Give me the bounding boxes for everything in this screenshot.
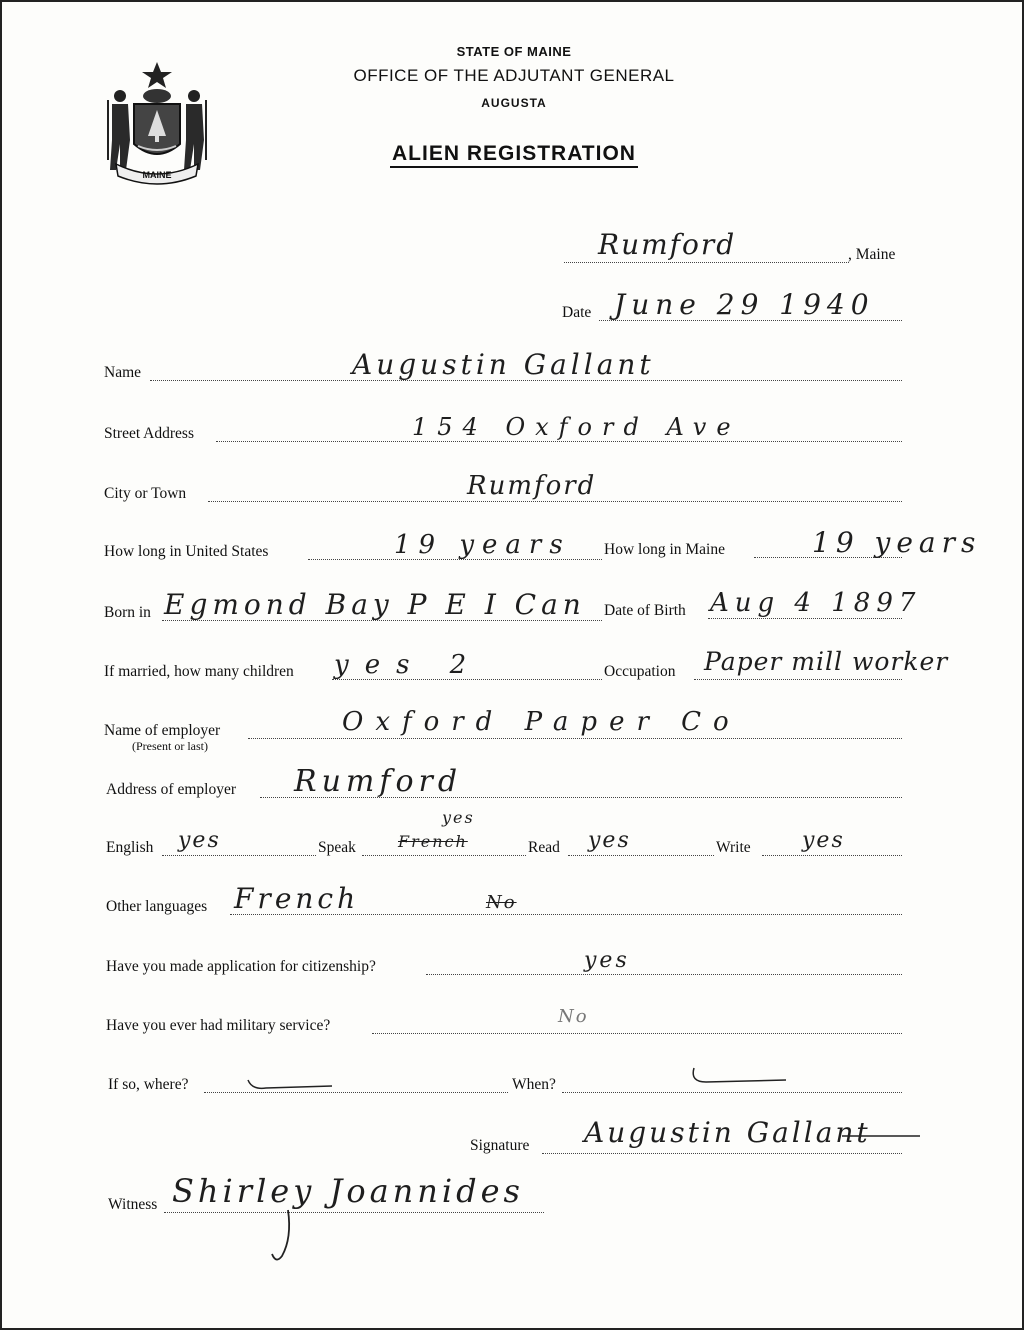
place-label: , Maine bbox=[848, 246, 896, 263]
maine-duration-value: 19 years bbox=[812, 526, 982, 559]
speak-label: Speak bbox=[318, 839, 356, 856]
place-value: Rumford bbox=[598, 228, 737, 261]
military-label: Have you ever had military service? bbox=[106, 1017, 331, 1034]
signature-underline bbox=[842, 1132, 922, 1142]
speak-struck-value: French bbox=[398, 832, 468, 851]
when-label: When? bbox=[512, 1076, 556, 1093]
where-dash-mark bbox=[246, 1076, 336, 1096]
occupation-value: Paper mill worker bbox=[704, 647, 949, 676]
employer-address-label: Address of employer bbox=[106, 781, 236, 798]
where-label: If so, where? bbox=[108, 1076, 189, 1093]
dob-value: Aug 4 1897 bbox=[710, 588, 922, 618]
signature-value: Augustin Gallant bbox=[584, 1116, 871, 1149]
maine-duration-label: How long in Maine bbox=[604, 541, 725, 558]
header-city: AUGUSTA bbox=[481, 96, 547, 110]
employer-address-value: Rumford bbox=[294, 764, 463, 799]
city-value: Rumford bbox=[467, 471, 597, 501]
read-label: Read bbox=[528, 839, 560, 856]
employer-sublabel: (Present or last) bbox=[132, 739, 208, 753]
name-label: Name bbox=[104, 364, 142, 381]
born-value: Egmond Bay P E I Can bbox=[164, 588, 586, 621]
occupation-label: Occupation bbox=[604, 663, 676, 680]
header-state: STATE OF MAINE bbox=[456, 44, 572, 59]
write-label: Write bbox=[716, 839, 751, 856]
other-languages-value: French bbox=[234, 882, 360, 915]
employer-label: Name of employer bbox=[104, 722, 221, 739]
form-title: ALIEN REGISTRATION bbox=[2, 142, 1024, 166]
city-label: City or Town bbox=[104, 485, 187, 502]
date-label: Date bbox=[562, 304, 592, 321]
write-value: yes bbox=[802, 828, 845, 853]
employer-value: Oxford Paper Co bbox=[342, 707, 741, 737]
citizenship-value: yes bbox=[584, 948, 630, 973]
us-duration-value: 19 years bbox=[394, 530, 571, 560]
state-seal-icon bbox=[102, 60, 212, 185]
name-value: Augustin Gallant bbox=[352, 348, 655, 381]
street-address-label: Street Address bbox=[104, 425, 194, 442]
other-languages-label: Other languages bbox=[106, 898, 208, 915]
read-value: yes bbox=[588, 828, 631, 853]
street-address-value: 154 Oxford Ave bbox=[412, 413, 741, 441]
children-value: yes 2 bbox=[334, 650, 483, 680]
english-label: English bbox=[106, 839, 154, 856]
signature-label: Signature bbox=[470, 1137, 530, 1154]
witness-flourish bbox=[268, 1208, 308, 1268]
date-value: June 29 1940 bbox=[614, 288, 875, 321]
citizenship-label: Have you made application for citizenship? bbox=[106, 958, 376, 975]
when-dash-mark bbox=[690, 1066, 790, 1090]
other-languages-struck: No bbox=[486, 892, 517, 913]
born-label: Born in bbox=[104, 604, 151, 621]
dob-label: Date of Birth bbox=[604, 602, 686, 619]
witness-label: Witness bbox=[108, 1196, 158, 1213]
children-label: If married, how many children bbox=[104, 663, 294, 680]
header-office: OFFICE OF THE ADJUTANT GENERAL bbox=[353, 66, 675, 85]
english-value: yes bbox=[178, 828, 221, 853]
us-duration-label: How long in United States bbox=[104, 543, 269, 560]
svg-text:MAINE: MAINE bbox=[142, 170, 172, 180]
military-value: No bbox=[558, 1006, 589, 1027]
speak-value: yes bbox=[442, 808, 475, 827]
witness-value: Shirley Joannides bbox=[172, 1172, 524, 1210]
